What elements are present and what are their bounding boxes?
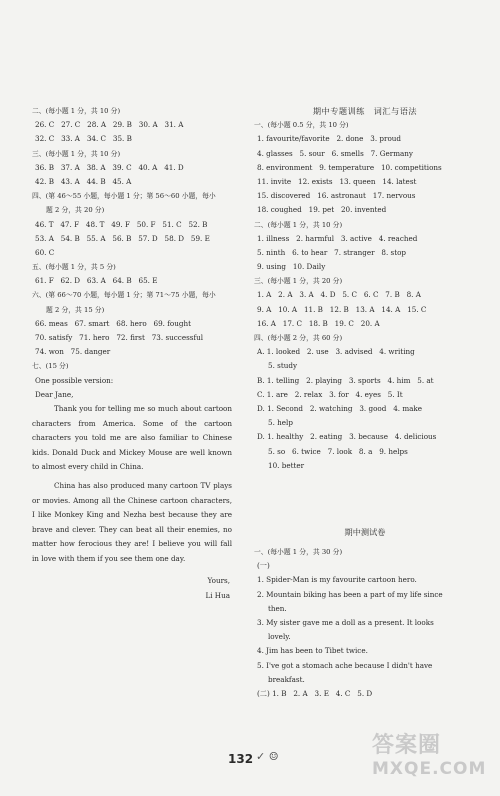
letter-paragraph: China has also produced many cartoon TV plays or movies. Among all the Chinese cartoon characters, I like Monkey King and Nezha best because they are brave and clever. They can beat all their enemies, no matter how ferocious they are! I believe you will fall in love with them if you see them one day. (32, 480, 232, 563)
answer-line: A. 1. looked 2. use 3. advised 4. writing (257, 347, 415, 357)
letter-signature: Li Hua (205, 590, 230, 600)
answer-line: 5. study (268, 361, 298, 371)
answer-line: 1. A 2. A 3. A 4. D 5. C 6. C 7. B 8. A (257, 290, 421, 300)
answer-line: 5. ninth 6. to hear 7. stranger 8. stop (257, 247, 407, 257)
answer-line: 4. glasses 5. sour 6. smells 7. Germany (257, 148, 413, 158)
r-section-4-header: 四、(每小题 2 分，共 60 分) (254, 334, 343, 342)
section-4-header: 四、(第 46～55 小题，每小题 1 分；第 56～60 小题，每小 (32, 192, 216, 201)
answer-line: 5. I've got a stomach ache because I didn't have (257, 660, 433, 670)
answer-line: D. 1. healthy 2. eating 3. because 4. delicious (257, 432, 437, 442)
answer-line: B. 1. telling 2. playing 3. sports 4. him 5. at (257, 375, 434, 385)
test-answers (254, 545, 476, 701)
answer-line: 15. discovered 16. astronaut 17. nervous (257, 191, 416, 201)
section-2-header: 二、(每小题 1 分，共 10 分) (32, 107, 121, 115)
answer-line: 1. favourite/favorite 2. done 3. proud (257, 134, 402, 144)
answer-line: 16. A 17. C 18. B 19. C 20. A (257, 318, 380, 328)
answer-line: 42. B 43. A 44. B 45. A (35, 176, 132, 186)
answer-line: 18. coughed 19. pet 20. invented (257, 205, 387, 215)
letter-closing: Yours, (207, 576, 230, 586)
answer-line: 26. C 27. C 28. A 29. B 30. A 31. A (35, 120, 184, 130)
letter-salutation: Dear Jane, (35, 389, 74, 399)
section-6-header-cont: 题 2 分，共 15 分) (46, 305, 105, 314)
checkmark-smile-icon: ✓ ☺ (256, 750, 279, 763)
answer-line: 1. Spider-Man is my favourite cartoon hero. (257, 575, 417, 585)
essay-version-label: One possible version: (35, 375, 114, 385)
answer-line: (二) 1. B 2. A 3. E 4. C 5. D (257, 688, 373, 698)
answer-line: 9. A 10. A 11. B 12. B 13. A 14. A 15. C (257, 304, 427, 314)
section-3-header: 三、(每小题 1 分，共 10 分) (32, 149, 121, 158)
answer-line: lovely. (268, 632, 291, 642)
answer-line: 53. A 54. B 55. A 56. B 57. D 58. D 59. E (35, 233, 210, 243)
answer-line: C. 1. are 2. relax 3. for 4. eyes 5. It (257, 389, 403, 399)
answer-line: 3. My sister gave me a doll as a present. It looks (257, 617, 434, 627)
watermark-url: MXQE.COM (372, 759, 487, 779)
answer-line: D. 1. Second 2. watching 3. good 4. make (257, 403, 423, 413)
answer-line: 66. meas 67. smart 68. hero 69. fought (35, 318, 191, 328)
test-section-header: 一、(每小题 1 分，共 30 分) (254, 548, 343, 556)
answer-line: 5. help (268, 418, 293, 428)
answer-line: 9. using 10. Daily (257, 262, 326, 272)
test-title: 期中测试卷 (344, 527, 386, 537)
section-7-header: 七、(15 分) (32, 362, 69, 371)
answer-line: 60. C (35, 247, 55, 257)
watermark-text: 答案圈 (372, 733, 442, 758)
answer-line: 74. won 75. danger (35, 347, 111, 357)
test-subsection: (一) (257, 561, 270, 571)
answer-line: 5. so 6. twice 7. look 8. a 9. helps (268, 446, 408, 456)
r-section-2-header: 二、(每小题 1 分，共 10 分) (254, 220, 343, 229)
right-column (254, 104, 476, 473)
answer-line: 32. C 33. A 34. C 35. B (35, 134, 132, 144)
section-6-header: 六、(第 66～70 小题，每小题 1 分；第 71～75 小题，每小 (32, 291, 216, 300)
answer-line: 11. invite 12. exists 13. queen 14. latest (257, 176, 417, 186)
answer-line: 8. environment 9. temperature 10. competitions (257, 162, 442, 172)
answer-line: 1. illness 2. harmful 3. active 4. reached (257, 233, 418, 243)
answer-line: 10. better (268, 460, 305, 470)
answer-line: 61. F 62. D 63. A 64. B 65. E (35, 276, 158, 286)
answer-line: 46. T 47. F 48. T 49. F 50. F 51. C 52. B (35, 219, 208, 229)
answer-line: 70. satisfy 71. hero 72. first 73. successful (35, 333, 204, 342)
section-5-header: 五、(每小题 1 分，共 5 分) (32, 263, 116, 272)
r-section-3-header: 三、(每小题 1 分，共 20 分) (254, 277, 343, 286)
section-4-header-cont: 题 2 分，共 20 分) (46, 206, 105, 215)
answer-line: then. (268, 603, 287, 613)
watermark-logo (372, 728, 490, 794)
answer-line: 4. Jim has been to Tibet twice. (257, 646, 368, 656)
left-column (32, 104, 237, 603)
sample-letter (32, 388, 232, 603)
answer-line: breakfast. (268, 674, 305, 684)
letter-paragraph: Thank you for telling me so much about cartoon characters from America. Some of the cartoon characters you told me are also familiar to Chinese kids. Donald Duck and Mickey Mouse are well known to almost every child in China. (32, 403, 232, 472)
answer-line: 36. B 37. A 38. A 39. C 40. A 41. D (35, 162, 184, 172)
page-number: 132 (228, 752, 254, 766)
r-section-1-header: 一、(每小题 0.5 分，共 10 分) (254, 121, 349, 130)
section-title: 期中专题训练 词汇与语法 (312, 106, 418, 116)
answer-line: 2. Mountain biking has been a part of my life since (257, 589, 443, 599)
